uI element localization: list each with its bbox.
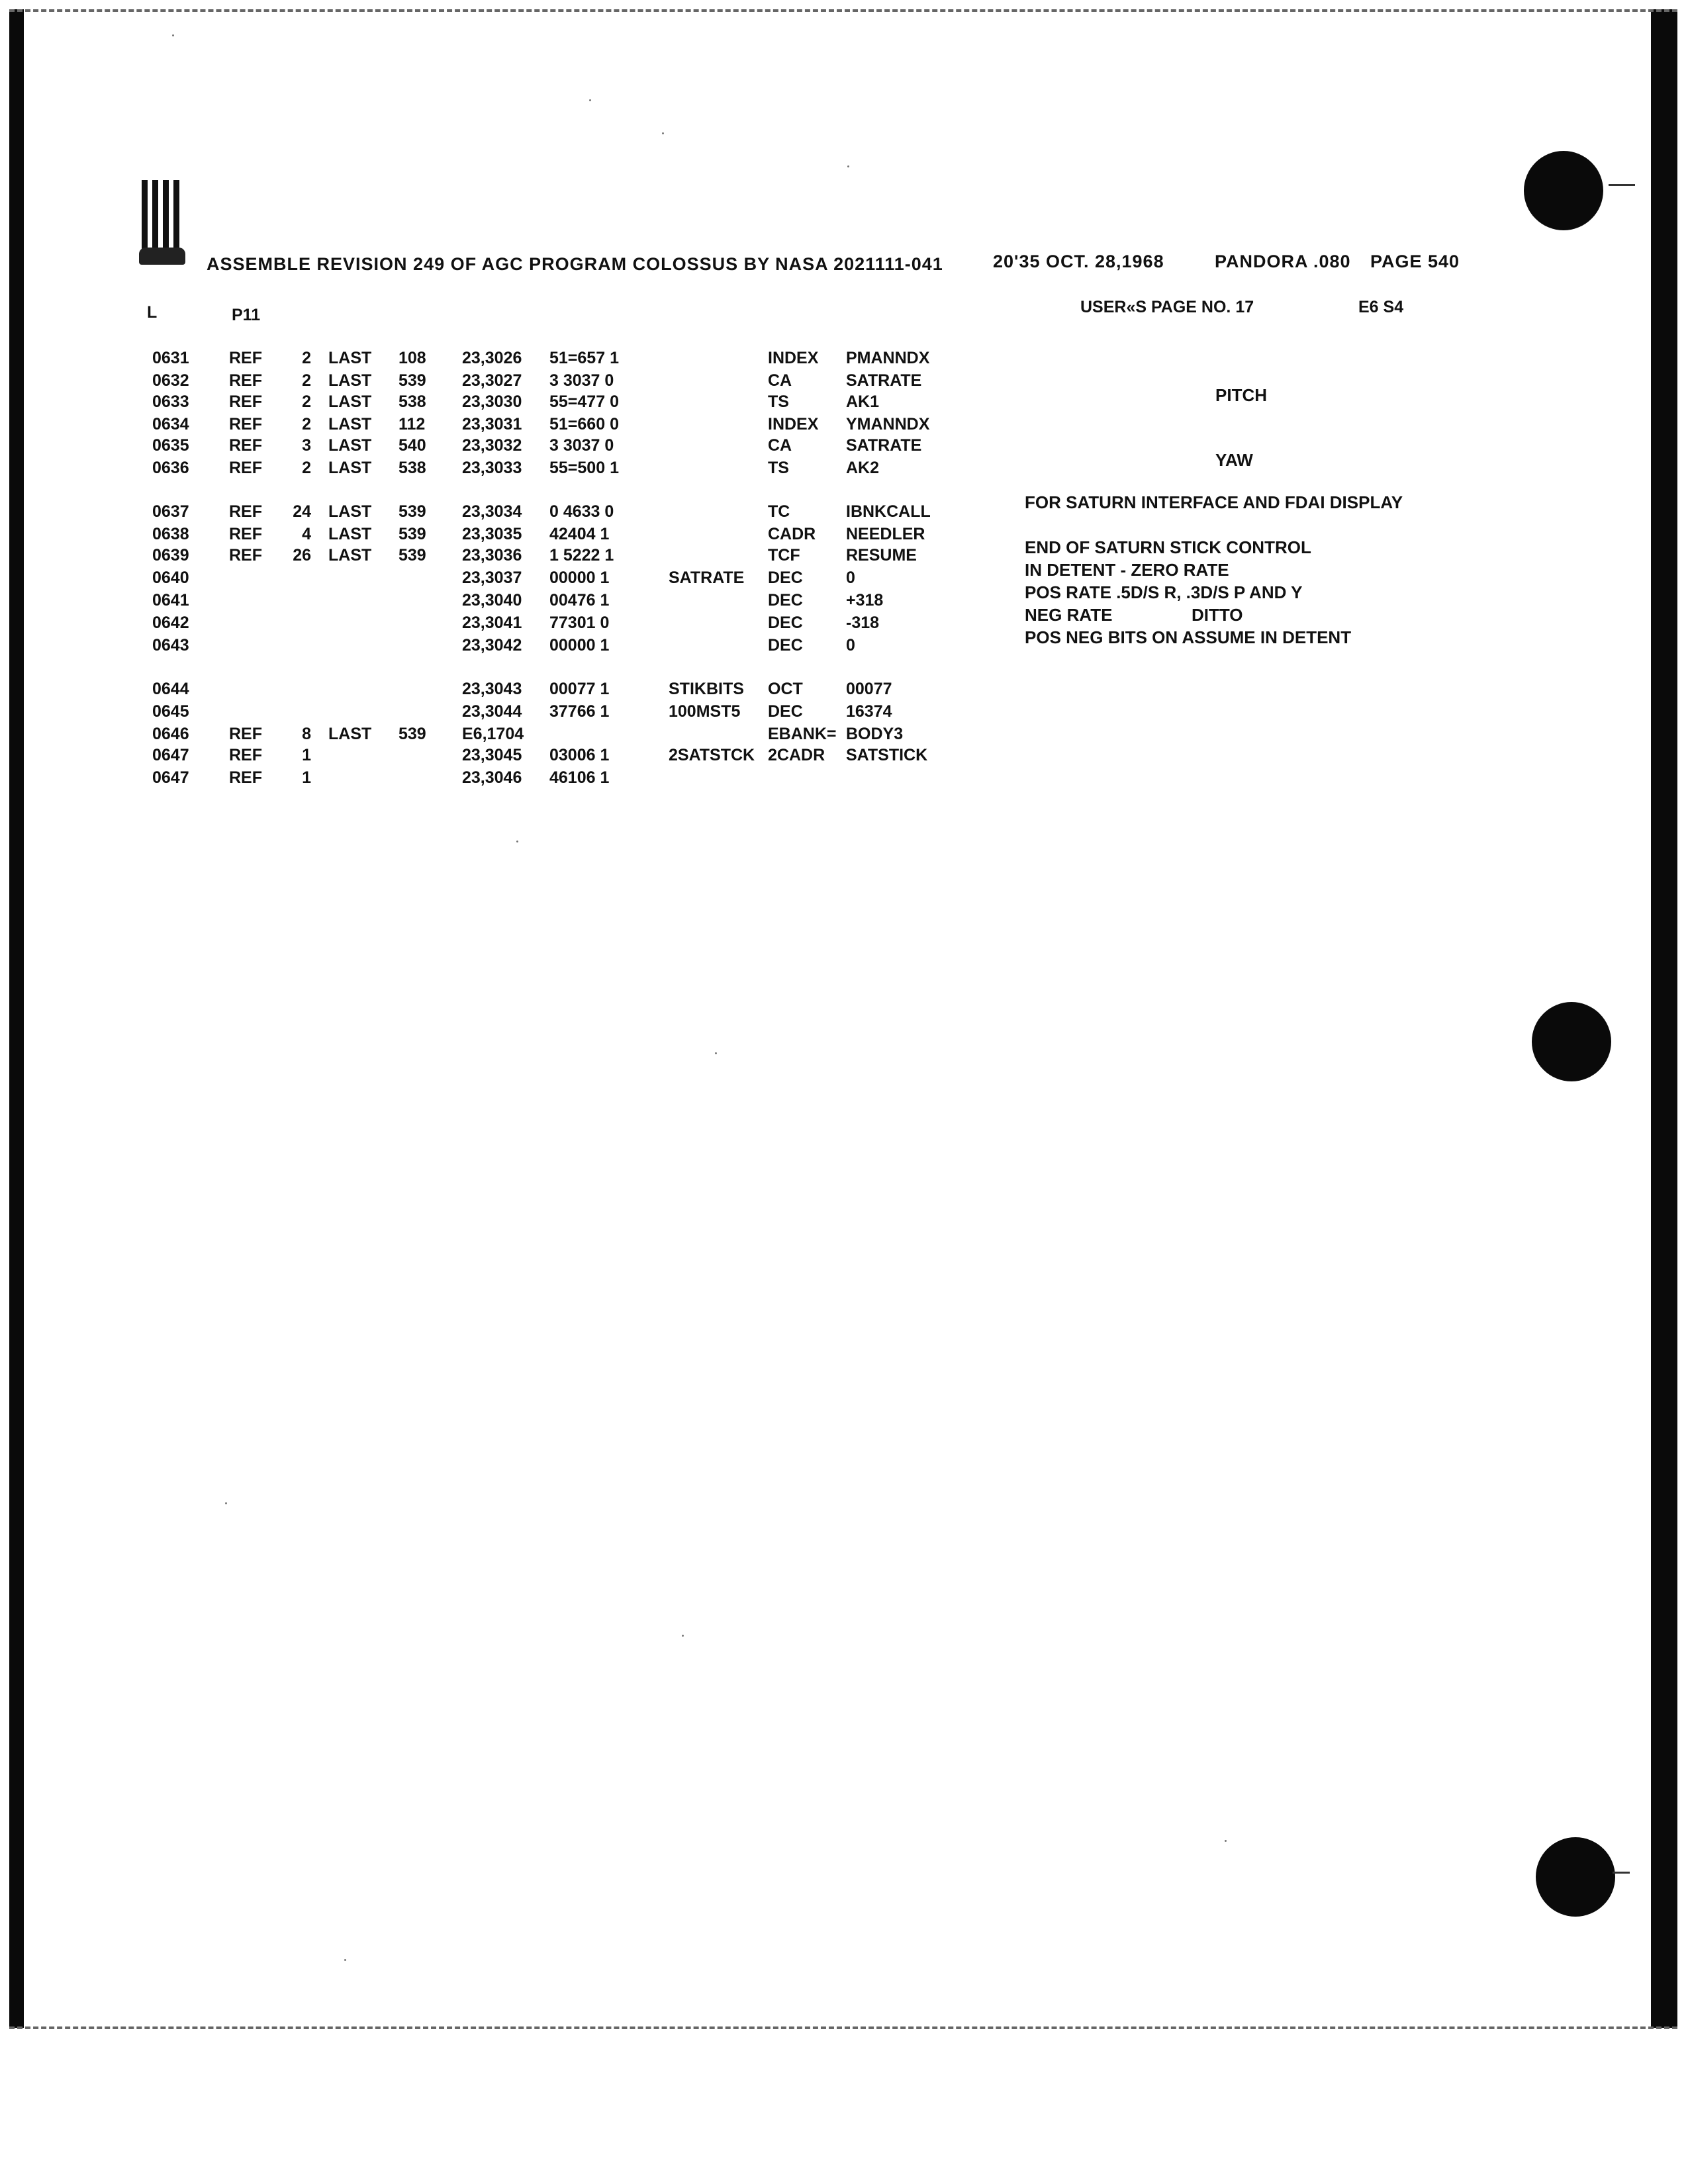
operand: NEEDLER — [846, 525, 925, 543]
octal-word: 00476 1 — [549, 591, 610, 610]
address: 23,3046 — [462, 768, 522, 787]
opcode: OCT — [768, 680, 803, 698]
address: 23,3036 — [462, 546, 522, 565]
opcode: DEC — [768, 702, 803, 721]
log-section: E6 S4 — [1358, 298, 1404, 316]
opcode: TCF — [768, 546, 800, 565]
last-page: 112 — [399, 415, 426, 433]
octal-word: 55=477 0 — [549, 392, 619, 411]
operand: +318 — [846, 591, 884, 610]
ref-flag: REF — [229, 436, 262, 455]
ref-flag: REF — [229, 415, 262, 433]
line-number: 0644 — [152, 680, 189, 698]
line-number: 0643 — [152, 636, 189, 655]
line-number: 0639 — [152, 546, 189, 565]
last-page: 540 — [399, 436, 426, 455]
last-flag: LAST — [328, 392, 372, 411]
last-flag: LAST — [328, 546, 372, 565]
printer-mark-icon — [142, 180, 183, 266]
opcode: EBANK= — [768, 725, 837, 743]
ref-count: 2 — [302, 349, 311, 367]
last-page: 539 — [399, 502, 426, 521]
remark-line: IN DETENT - ZERO RATE — [1025, 560, 1229, 580]
octal-word: 55=500 1 — [549, 459, 619, 477]
opcode: DEC — [768, 569, 803, 587]
print-location: PANDORA .080 — [1215, 251, 1351, 271]
punch-mark — [1609, 184, 1635, 186]
symbol-label: 100MST5 — [669, 702, 741, 721]
scan-speck — [172, 34, 174, 36]
address: 23,3040 — [462, 591, 522, 610]
line-number: 0636 — [152, 459, 189, 477]
operand: 00077 — [846, 680, 892, 698]
ref-count: 24 — [293, 502, 311, 521]
address: 23,3035 — [462, 525, 522, 543]
ref-count: 26 — [293, 546, 311, 565]
last-page: 539 — [399, 371, 426, 390]
ref-flag: REF — [229, 525, 262, 543]
scan-speck — [344, 1959, 346, 1961]
line-number: 0642 — [152, 614, 189, 632]
octal-word: 3 3037 0 — [549, 371, 614, 390]
remark-line: DITTO — [1192, 605, 1243, 625]
address: 23,3045 — [462, 746, 522, 764]
top-border — [9, 9, 1677, 12]
operand: BODY3 — [846, 725, 904, 743]
scan-speck — [847, 165, 849, 167]
last-page: 538 — [399, 459, 426, 477]
ref-count: 2 — [302, 459, 311, 477]
address: 23,3041 — [462, 614, 522, 632]
octal-word: 00077 1 — [549, 680, 610, 698]
opcode: DEC — [768, 591, 803, 610]
last-flag: LAST — [328, 459, 372, 477]
ref-flag: REF — [229, 459, 262, 477]
opcode: TS — [768, 459, 789, 477]
punch-hole — [1524, 151, 1603, 230]
scan-speck — [516, 841, 518, 842]
ref-count: 2 — [302, 392, 311, 411]
operand: SATRATE — [846, 371, 922, 390]
address: 23,3037 — [462, 569, 522, 587]
remark-line: POS NEG BITS ON ASSUME IN DETENT — [1025, 627, 1352, 647]
line-number: 0647 — [152, 746, 189, 764]
page-title: ASSEMBLE REVISION 249 OF AGC PROGRAM COLOSSUS BY NASA 2021111-041 — [207, 254, 943, 274]
octal-word: 51=657 1 — [549, 349, 619, 367]
address: 23,3042 — [462, 636, 522, 655]
operand: AK1 — [846, 392, 880, 411]
symbol-label: SATRATE — [669, 569, 745, 587]
ref-flag: REF — [229, 502, 262, 521]
ref-count: 4 — [302, 525, 311, 543]
octal-word: 1 5222 1 — [549, 546, 614, 565]
last-page: 539 — [399, 546, 426, 565]
last-flag: LAST — [328, 415, 372, 433]
address: 23,3027 — [462, 371, 522, 390]
ref-count: 3 — [302, 436, 311, 455]
octal-word: 03006 1 — [549, 746, 610, 764]
ref-flag: REF — [229, 371, 262, 390]
punch-hole — [1532, 1002, 1611, 1081]
opcode: DEC — [768, 636, 803, 655]
remark-line: POS RATE .5D/S R, .3D/S P AND Y — [1025, 582, 1303, 602]
ref-flag: REF — [229, 349, 262, 367]
operand: 16374 — [846, 702, 892, 721]
octal-word: 77301 0 — [549, 614, 610, 632]
listing-mode: L — [147, 303, 158, 322]
pass-label: P11 — [232, 306, 261, 324]
line-number: 0641 — [152, 591, 189, 610]
last-flag: LAST — [328, 349, 372, 367]
operand: -318 — [846, 614, 880, 632]
opcode: DEC — [768, 614, 803, 632]
octal-word: 42404 1 — [549, 525, 610, 543]
opcode: 2CADR — [768, 746, 825, 764]
octal-word: 0 4633 0 — [549, 502, 614, 521]
last-flag: LAST — [328, 525, 372, 543]
opcode: INDEX — [768, 415, 819, 433]
line-number: 0635 — [152, 436, 189, 455]
last-flag: LAST — [328, 371, 372, 390]
remark-yaw: YAW — [1215, 450, 1253, 470]
last-page: 538 — [399, 392, 426, 411]
line-number: 0632 — [152, 371, 189, 390]
operand: IBNKCALL — [846, 502, 931, 521]
page-number: PAGE 540 — [1370, 251, 1460, 271]
ref-count: 1 — [302, 768, 311, 787]
line-number: 0638 — [152, 525, 189, 543]
octal-word: 3 3037 0 — [549, 436, 614, 455]
address: 23,3031 — [462, 415, 522, 433]
address: 23,3033 — [462, 459, 522, 477]
user-page-number: USER«S PAGE NO. 17 — [1080, 298, 1254, 316]
line-number: 0634 — [152, 415, 189, 433]
octal-word: 46106 1 — [549, 768, 610, 787]
scan-speck — [662, 132, 664, 134]
remark-line: END OF SATURN STICK CONTROL — [1025, 537, 1311, 557]
last-flag: LAST — [328, 502, 372, 521]
address: E6,1704 — [462, 725, 524, 743]
operand: SATRATE — [846, 436, 922, 455]
address: 23,3034 — [462, 502, 522, 521]
operand: YMANNDX — [846, 415, 930, 433]
ref-count: 8 — [302, 725, 311, 743]
line-number: 0631 — [152, 349, 189, 367]
ref-count: 2 — [302, 371, 311, 390]
line-number: 0645 — [152, 702, 189, 721]
line-number: 0646 — [152, 725, 189, 743]
last-flag: LAST — [328, 725, 372, 743]
line-number: 0633 — [152, 392, 189, 411]
last-flag: LAST — [328, 436, 372, 455]
ref-flag: REF — [229, 725, 262, 743]
address: 23,3043 — [462, 680, 522, 698]
print-date: 20'35 OCT. 28,1968 — [993, 251, 1164, 271]
octal-word: 51=660 0 — [549, 415, 619, 433]
remark-line: NEG RATE — [1025, 605, 1113, 625]
octal-word: 00000 1 — [549, 569, 610, 587]
scan-speck — [225, 1502, 227, 1504]
operand: SATSTICK — [846, 746, 928, 764]
punch-hole — [1536, 1837, 1615, 1917]
symbol-label: 2SATSTCK — [669, 746, 755, 764]
operand: RESUME — [846, 546, 917, 565]
last-page: 539 — [399, 725, 426, 743]
symbol-label: STIKBITS — [669, 680, 744, 698]
ref-flag: REF — [229, 392, 262, 411]
operand: 0 — [846, 636, 855, 655]
address: 23,3030 — [462, 392, 522, 411]
punch-mark — [1613, 1872, 1630, 1874]
ref-count: 1 — [302, 746, 311, 764]
opcode: TS — [768, 392, 789, 411]
opcode: INDEX — [768, 349, 819, 367]
remark-pitch: PITCH — [1215, 385, 1267, 405]
ref-flag: REF — [229, 546, 262, 565]
scan-speck — [682, 1635, 684, 1637]
opcode: CADR — [768, 525, 816, 543]
last-page: 539 — [399, 525, 426, 543]
line-number: 0637 — [152, 502, 189, 521]
operand: AK2 — [846, 459, 880, 477]
opcode: CA — [768, 371, 792, 390]
bottom-border — [9, 2026, 1677, 2029]
ref-count: 2 — [302, 415, 311, 433]
address: 23,3044 — [462, 702, 522, 721]
address: 23,3032 — [462, 436, 522, 455]
operand: 0 — [846, 569, 855, 587]
opcode: TC — [768, 502, 790, 521]
scan-speck — [1225, 1840, 1227, 1842]
ref-flag: REF — [229, 768, 262, 787]
line-number: 0647 — [152, 768, 189, 787]
octal-word: 00000 1 — [549, 636, 610, 655]
operand: PMANNDX — [846, 349, 930, 367]
ref-flag: REF — [229, 746, 262, 764]
octal-word: 37766 1 — [549, 702, 610, 721]
opcode: CA — [768, 436, 792, 455]
scan-speck — [715, 1052, 717, 1054]
address: 23,3026 — [462, 349, 522, 367]
last-page: 108 — [399, 349, 426, 367]
scan-speck — [589, 99, 591, 101]
line-number: 0640 — [152, 569, 189, 587]
remark-line: FOR SATURN INTERFACE AND FDAI DISPLAY — [1025, 492, 1403, 512]
